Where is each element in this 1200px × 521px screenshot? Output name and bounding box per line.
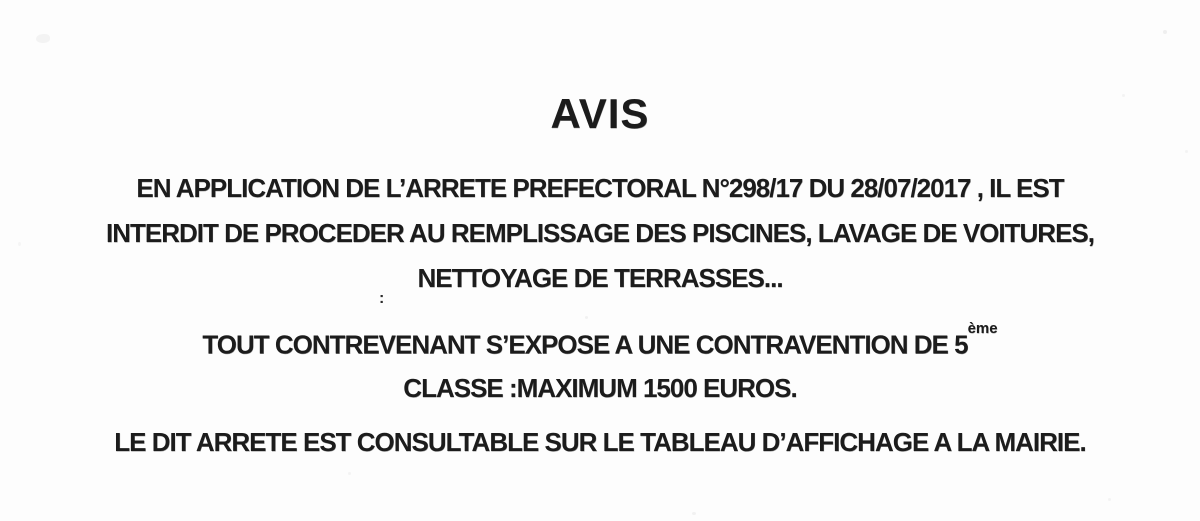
scan-smudge [36,34,50,43]
scan-speck [348,472,351,475]
scan-speck [1163,30,1167,34]
paragraph2-line1-text: TOUT CONTREVENANT S’EXPOSE A UNE CONTRAVENTION DE 5 [202,329,968,360]
scan-speck [692,512,696,515]
notice-paragraph-2 [0,318,1200,410]
notice-paragraph-1 [0,166,1200,301]
paragraph1-line2: INTERDIT DE PROCEDER AU REMPLISSAGE DES PISCINES, LAVAGE DE VOITURES, [106,218,1094,248]
notice-title: AVIS [550,90,650,137]
paragraph2-line2: CLASSE :MAXIMUM 1500 EUROS. [403,372,797,403]
paragraph2-line1-superscript: ème [967,320,998,337]
paragraph1-line3: NETTOYAGE DE TERRASSES... [417,263,783,293]
paragraph3-line1: LE DIT ARRETE EST CONSULTABLE SUR LE TABLEAU D’AFFICHAGE A LA MAIRIE. [114,427,1086,457]
paragraph2-line1 [0,318,1200,367]
scan-speck [1108,498,1111,501]
notice-paragraph-3 [0,420,1200,465]
scan-artifact-colon: : [379,290,385,307]
paragraph1-line1: EN APPLICATION DE L’ARRETE PREFECTORAL N°298/17 DU 28/07/2017 , IL EST [136,173,1064,203]
scan-speck [1185,150,1188,153]
